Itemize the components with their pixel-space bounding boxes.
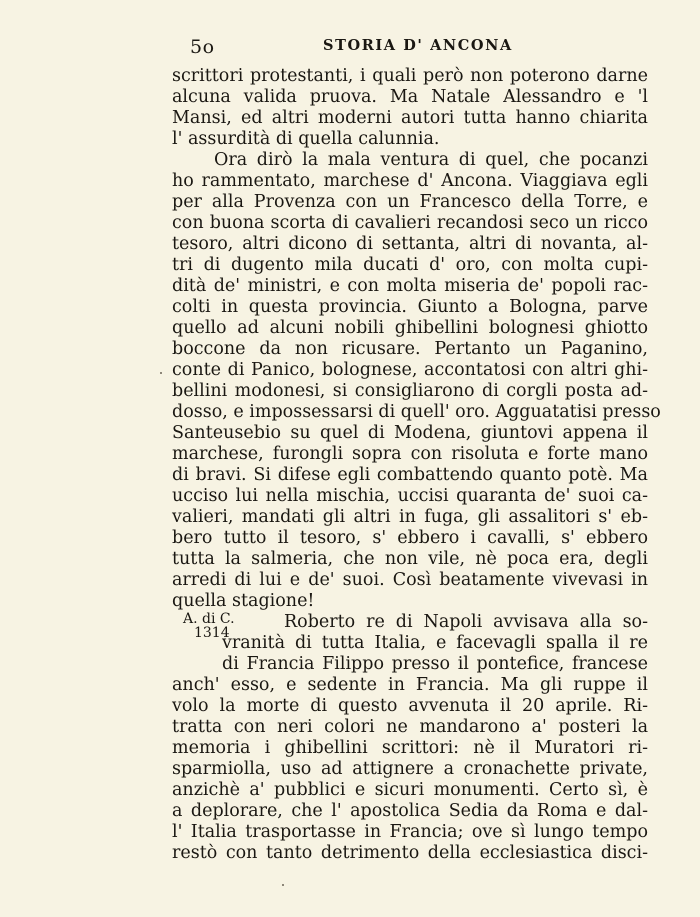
text-line: marchese, furongli sopra con risoluta e forte mano [172, 444, 648, 464]
text-line: bellini modonesi, si consigliarono di corgli posta ad- [172, 381, 648, 401]
text-line: l' assurdità di quella calunnia. [172, 129, 440, 149]
page-number: 5o [190, 36, 215, 58]
text-line: colti in questa provincia. Giunto a Bologna, parve [172, 297, 648, 317]
text-line: tutta la salmeria, che non vile, nè poca era, degli [172, 549, 648, 569]
text-line: dità de' ministri, e con molta miseria de' popoli rac- [172, 276, 648, 296]
paper-speck [160, 372, 162, 374]
running-head: STORIA D' ANCONA [323, 37, 513, 54]
text-line: quella stagione! [172, 591, 315, 611]
text-line: anzichè a' pubblici e sicuri monumenti. Certo sì, è [172, 780, 648, 800]
text-line: ucciso lui nella mischia, uccisi quaranta de' suoi ca- [172, 486, 648, 506]
text-line: tri di dugento mila ducati d' oro, con molta cupi- [172, 255, 648, 275]
text-line: restò con tanto detrimento della ecclesiastica disci- [172, 843, 648, 863]
text-line: anch' esso, e sedente in Francia. Ma gli ruppe il [172, 675, 648, 695]
text-line: scrittori protestanti, i quali però non poterono darne [172, 66, 648, 86]
text-line: memoria i ghibellini scrittori: nè il Muratori ri- [172, 738, 648, 758]
margin-note-year: 1314 [193, 625, 230, 641]
text-line: sparmiolla, uso ad attignere a cronachette private, [172, 759, 648, 779]
text-line: l' Italia trasportasse in Francia; ove sì lungo tempo [172, 822, 648, 842]
text-line: valieri, mandati gli altri in fuga, gli assalitori s' eb- [172, 507, 648, 527]
text-line: Santeusebio su quel di Modena, giuntovi appena il [172, 423, 648, 443]
paper-speck [282, 884, 284, 886]
text-line: tratta con neri colori ne mandarono a' posteri la [172, 717, 648, 737]
text-line: vranità di tutta Italia, e facevagli spalla il re [222, 633, 648, 653]
text-line: tesoro, altri dicono di settanta, altri di novanta, al- [172, 234, 648, 254]
text-line: di Francia Filippo presso il pontefice, francese [222, 654, 648, 674]
paragraph-start-line: Roberto re di Napoli avvisava alla so- [284, 612, 648, 632]
text-line: Mansi, ed altri moderni autori tutta hanno chiarita [172, 108, 648, 128]
body-text [172, 66, 661, 864]
text-line: ho rammentato, marchese d' Ancona. Viaggiava egli [172, 171, 648, 191]
margin-note-era: A. di C. [183, 611, 235, 627]
text-line: con buona scorta di cavalieri recandosi seco un ricco [172, 213, 648, 233]
text-line: arredi di lui e de' suoi. Così beatamente vivevasi in [172, 570, 648, 590]
text-line: a deplorare, che l' apostolica Sedia da Roma e dal- [172, 801, 648, 821]
paragraph-start-line: Ora dirò la mala ventura di quel, che pocanzi [214, 150, 648, 170]
text-line: conte di Panico, bolognese, accontatosi con altri ghi- [172, 360, 648, 380]
text-line: quello ad alcuni nobili ghibellini bolognesi ghiotto [172, 318, 648, 338]
text-line: di bravi. Si difese egli combattendo quanto potè. Ma [172, 465, 648, 485]
text-line: dosso, e impossessarsi di quell' oro. Agguatatisi presso [172, 402, 661, 422]
text-line: per alla Provenza con un Francesco della Torre, e [172, 192, 648, 212]
text-line: volo la morte di questo avvenuta il 20 aprile. Ri- [172, 696, 648, 716]
text-line: alcuna valida pruova. Ma Natale Alessandro e 'l [172, 87, 648, 107]
text-line: bero tutto il tesoro, s' ebbero i cavalli, s' ebbero [172, 528, 648, 548]
text-line: boccone da non ricusare. Pertanto un Paganino, [172, 339, 648, 359]
